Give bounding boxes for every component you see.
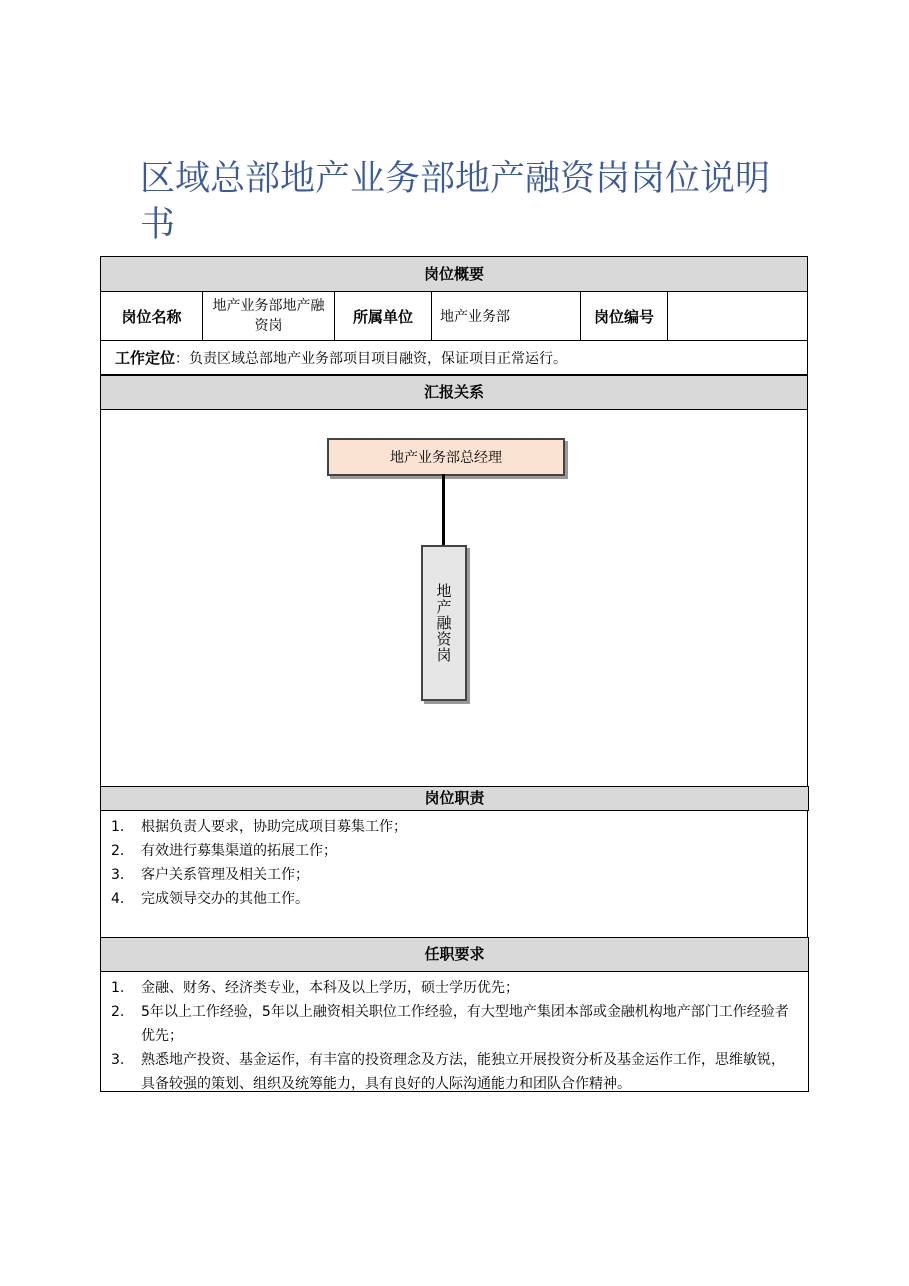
work-positioning [100, 341, 808, 375]
page-title: 区域总部地产业务部地产融资岗岗位说明书 [140, 159, 771, 245]
post-name-label: 岗位名称 [101, 292, 203, 340]
post-code-value [668, 292, 807, 340]
requirement-item: 2. 5年以上工作经验，5年以上融资相关职位工作经验，有大型地产集团本部或金融机构地产部门工作经验者优先； [111, 1004, 789, 1044]
requirements-heading: 任职要求 [100, 937, 809, 972]
subordinate-box: 地产融资岗 [421, 545, 467, 701]
requirement-item: 1. 金融、财务、经济类专业，本科及以上学历，硕士学历优先； [111, 980, 519, 996]
reporting-heading: 汇报关系 [100, 375, 808, 410]
duty-item: 1. 根据负责人要求，协助完成项目募集工作； [111, 819, 407, 835]
duty-item: 4. 完成领导交办的其他工作。 [111, 891, 309, 907]
post-name-value: 地产业务部地产融资岗 [203, 292, 335, 340]
requirements-list [100, 972, 809, 1092]
overview-heading: 岗位概要 [100, 256, 808, 292]
duty-item: 3. 客户关系管理及相关工作； [111, 867, 309, 883]
work-positioning-label: 工作定位 [115, 349, 176, 367]
post-code-label: 岗位编号 [581, 292, 668, 340]
superior-box: 地产业务部总经理 [327, 438, 565, 476]
duties-list [100, 811, 808, 938]
work-positioning-text: ：负责区域总部地产业务部项目项目融资，保证项目正常运行。 [175, 350, 568, 367]
reporting-chart [100, 409, 808, 787]
overview-row [100, 292, 808, 341]
dept-value: 地产业务部 [432, 292, 581, 340]
requirement-item: 3. 熟悉地产投资、基金运作，有丰富的投资理念及方法，能独立开展投资分析及基金运作工作，思维敏锐，具备较强的策划、组织及统筹能力，具有良好的人际沟通能力和团队合作精神。 [111, 1052, 785, 1092]
dept-label: 所属单位 [335, 292, 432, 340]
duty-item: 2. 有效进行募集渠道的拓展工作； [111, 843, 337, 859]
duties-heading: 岗位职责 [100, 786, 809, 811]
reporting-connector [442, 474, 445, 546]
